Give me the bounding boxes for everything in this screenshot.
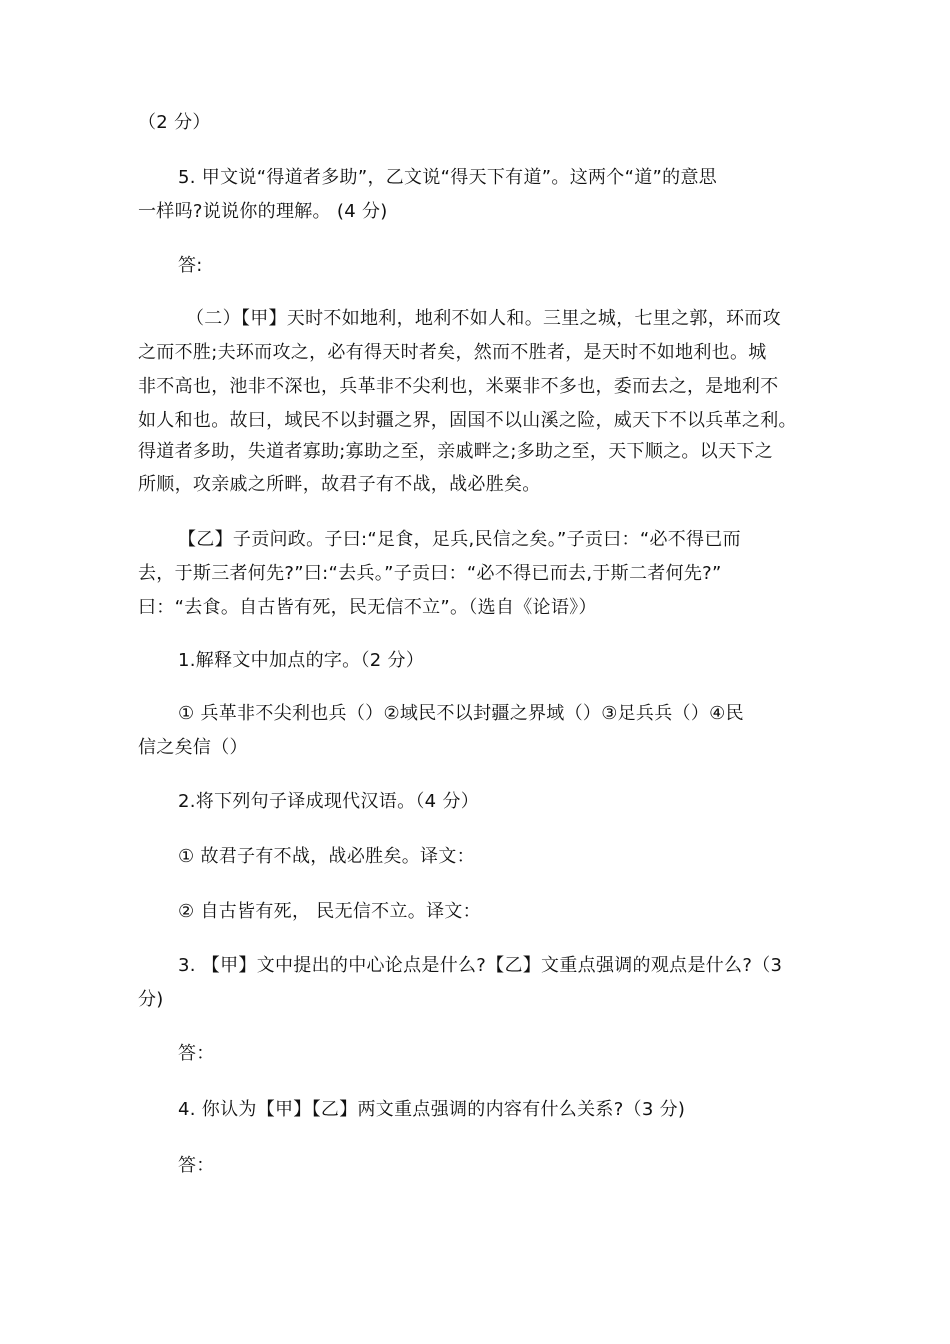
question-3-line-1: 3. 【甲】文中提出的中心论点是什么?【乙】文重点强调的观点是什么?（3: [178, 955, 783, 976]
passage-jia-line-3: 非不高也，池非不深也，兵革非不尖利也，米粟非不多也，委而去之，是地利不: [138, 376, 779, 397]
question-3-line-2: 分): [138, 989, 164, 1010]
intro-score: （2 分）: [138, 112, 211, 133]
question-2-item-2: ② 自古皆有死， 民无信不立。译文：: [178, 901, 481, 922]
question-3-answer-label: 答：: [178, 1043, 215, 1064]
passage-jia-line-2: 之而不胜;夫环而攻之，必有得天时者矣，然而不胜者，是天时不如地利也。城: [138, 342, 767, 363]
passage-yi-line-3: 曰：“去食。自古皆有死，民无信不立”。（选自《论语》）: [138, 597, 597, 618]
passage-yi-line-1: 【乙】子贡问政。子曰:“足食，足兵,民信之矣。”子贡曰：“必不得已而: [178, 529, 741, 550]
question-1-title: 1.解释文中加点的字。（2 分）: [178, 650, 425, 671]
question-2-title: 2.将下列句子译成现代汉语。（4 分）: [178, 791, 480, 812]
question-5-answer-label: 答:: [178, 255, 203, 276]
passage-jia-line-1: （二）【甲】天时不如地利，地利不如人和。三里之城，七里之郭，环而攻: [186, 308, 781, 329]
question-2-item-1: ① 故君子有不战，战必胜矣。译文：: [178, 846, 475, 867]
question-1-line-1: ① 兵革非不尖利也兵（）②域民不以封疆之界域（）③足兵兵（）④民: [178, 703, 744, 724]
question-1-line-2: 信之矣信（）: [138, 737, 248, 758]
question-4-answer-label: 答：: [178, 1155, 215, 1176]
question-5-line-2: 一样吗?说说你的理解。 (4 分): [138, 201, 388, 222]
passage-yi-line-2: 去，于斯三者何先?”曰:“去兵。”子贡曰：“必不得已而去,于斯二者何先?”: [138, 563, 722, 584]
passage-jia-line-5: 得道者多助，失道者寡助;寡助之至，亲戚畔之;多助之至，天下顺之。以天下之: [138, 441, 773, 462]
passage-jia-line-6: 所顺，攻亲戚之所畔，故君子有不战，战必胜矣。: [138, 474, 541, 495]
question-5-line-1: 5. 甲文说“得道者多助”，乙文说“得天下有道”。这两个“道”的意思: [178, 167, 718, 188]
passage-jia-line-4: 如人和也。故曰，域民不以封疆之界，固国不以山溪之险，威天下不以兵革之利。: [138, 410, 797, 431]
question-4-line-1: 4. 你认为【甲】【乙】两文重点强调的内容有什么关系?（3 分): [178, 1099, 686, 1120]
